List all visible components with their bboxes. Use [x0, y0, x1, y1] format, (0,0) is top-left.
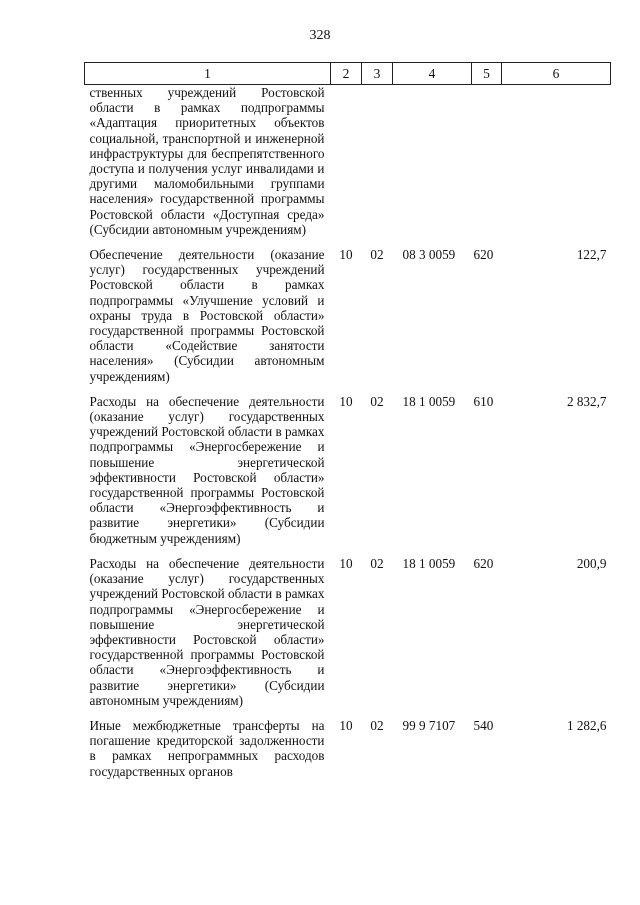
row-subsection: 02 — [370, 247, 384, 263]
row-expense-type: 620 — [473, 555, 494, 571]
row-section: 10 — [339, 555, 353, 571]
row-expense-type — [472, 85, 502, 238]
budget-table — [84, 62, 611, 779]
header-col-2: 2 — [331, 63, 362, 85]
row-section: 10 — [339, 247, 353, 263]
row-section: 10 — [339, 717, 353, 733]
table-header — [85, 63, 611, 85]
row-amount — [502, 85, 611, 238]
row-amount: 200,9 — [576, 555, 607, 571]
row-amount: 2 832,7 — [566, 393, 607, 409]
row-subsection: 02 — [370, 393, 384, 409]
row-expense-type: 610 — [473, 393, 494, 409]
table-row — [85, 237, 611, 384]
row-target-code — [393, 85, 472, 238]
row-description: Расходы на обеспечение деятельности (оказание услуг) государственных учреждений Ростовской области в рамках подпрограммы «Энергосбережение и повышение энергетической эффективности Ростовской области» государственной программы Ростовской области «Энергоэффективность и развитие энергетики» (Субсидии автономным учреждениям) — [89, 555, 325, 708]
row-amount: 122,7 — [576, 247, 607, 263]
row-expense-type: 620 — [473, 247, 494, 263]
row-section — [331, 85, 362, 238]
row-section: 10 — [339, 393, 353, 409]
header-row — [85, 63, 611, 85]
header-col-4: 4 — [393, 63, 472, 85]
row-subsection — [362, 85, 393, 238]
row-subsection: 02 — [370, 717, 384, 733]
table-row — [85, 546, 611, 708]
row-description: Расходы на обеспечение деятельности (оказание услуг) государственных учреждений Ростовской области в рамках подпрограммы «Энергосбережение и повышение энергетической эффективности Ростовской области» государственной программы Ростовской области «Энергоэффективность и развитие энергетики» (Субсидии бюджетным учреждениям) — [89, 393, 325, 546]
row-target-code: 18 1 0059 — [402, 555, 456, 571]
header-col-1: 1 — [85, 63, 331, 85]
row-target-code: 99 9 7107 — [402, 717, 456, 733]
header-col-5: 5 — [472, 63, 502, 85]
row-subsection: 02 — [370, 555, 384, 571]
header-col-3: 3 — [362, 63, 393, 85]
row-amount: 1 282,6 — [566, 717, 607, 733]
table-row — [85, 708, 611, 779]
page-number: 328 — [309, 28, 331, 43]
table-row — [85, 85, 611, 238]
row-target-code: 18 1 0059 — [402, 393, 456, 409]
header-col-6: 6 — [502, 63, 611, 85]
row-description: ственных учреждений Ростовской области в рамках подпрограммы «Адаптация приоритетных объектов социальной, транспортной и инженерной инфраструктуры для беспрепятственного доступа и получения услуг инвалидами и другими маломобильными группами населения» государственной программы Ростовской области «Доступная среда» (Субсидии автономным учреждениям) — [89, 85, 325, 237]
row-description: Иные межбюджетные трансферты на погашение кредиторской задолженности в рамках непрограммных расходов государственных органов — [89, 717, 325, 779]
row-expense-type: 540 — [473, 717, 494, 733]
table-row — [85, 384, 611, 546]
row-target-code: 08 3 0059 — [402, 247, 456, 263]
row-description: Обеспечение деятельности (оказание услуг) государственных учреждений Ростовской области в рамках подпрограммы «Улучшение условий и охраны труда в Ростовской области» государственной программы Ростовской области «Содействие занятости населения» (Субсидии автономным учреждениям) — [89, 247, 325, 384]
table-body — [85, 85, 611, 779]
